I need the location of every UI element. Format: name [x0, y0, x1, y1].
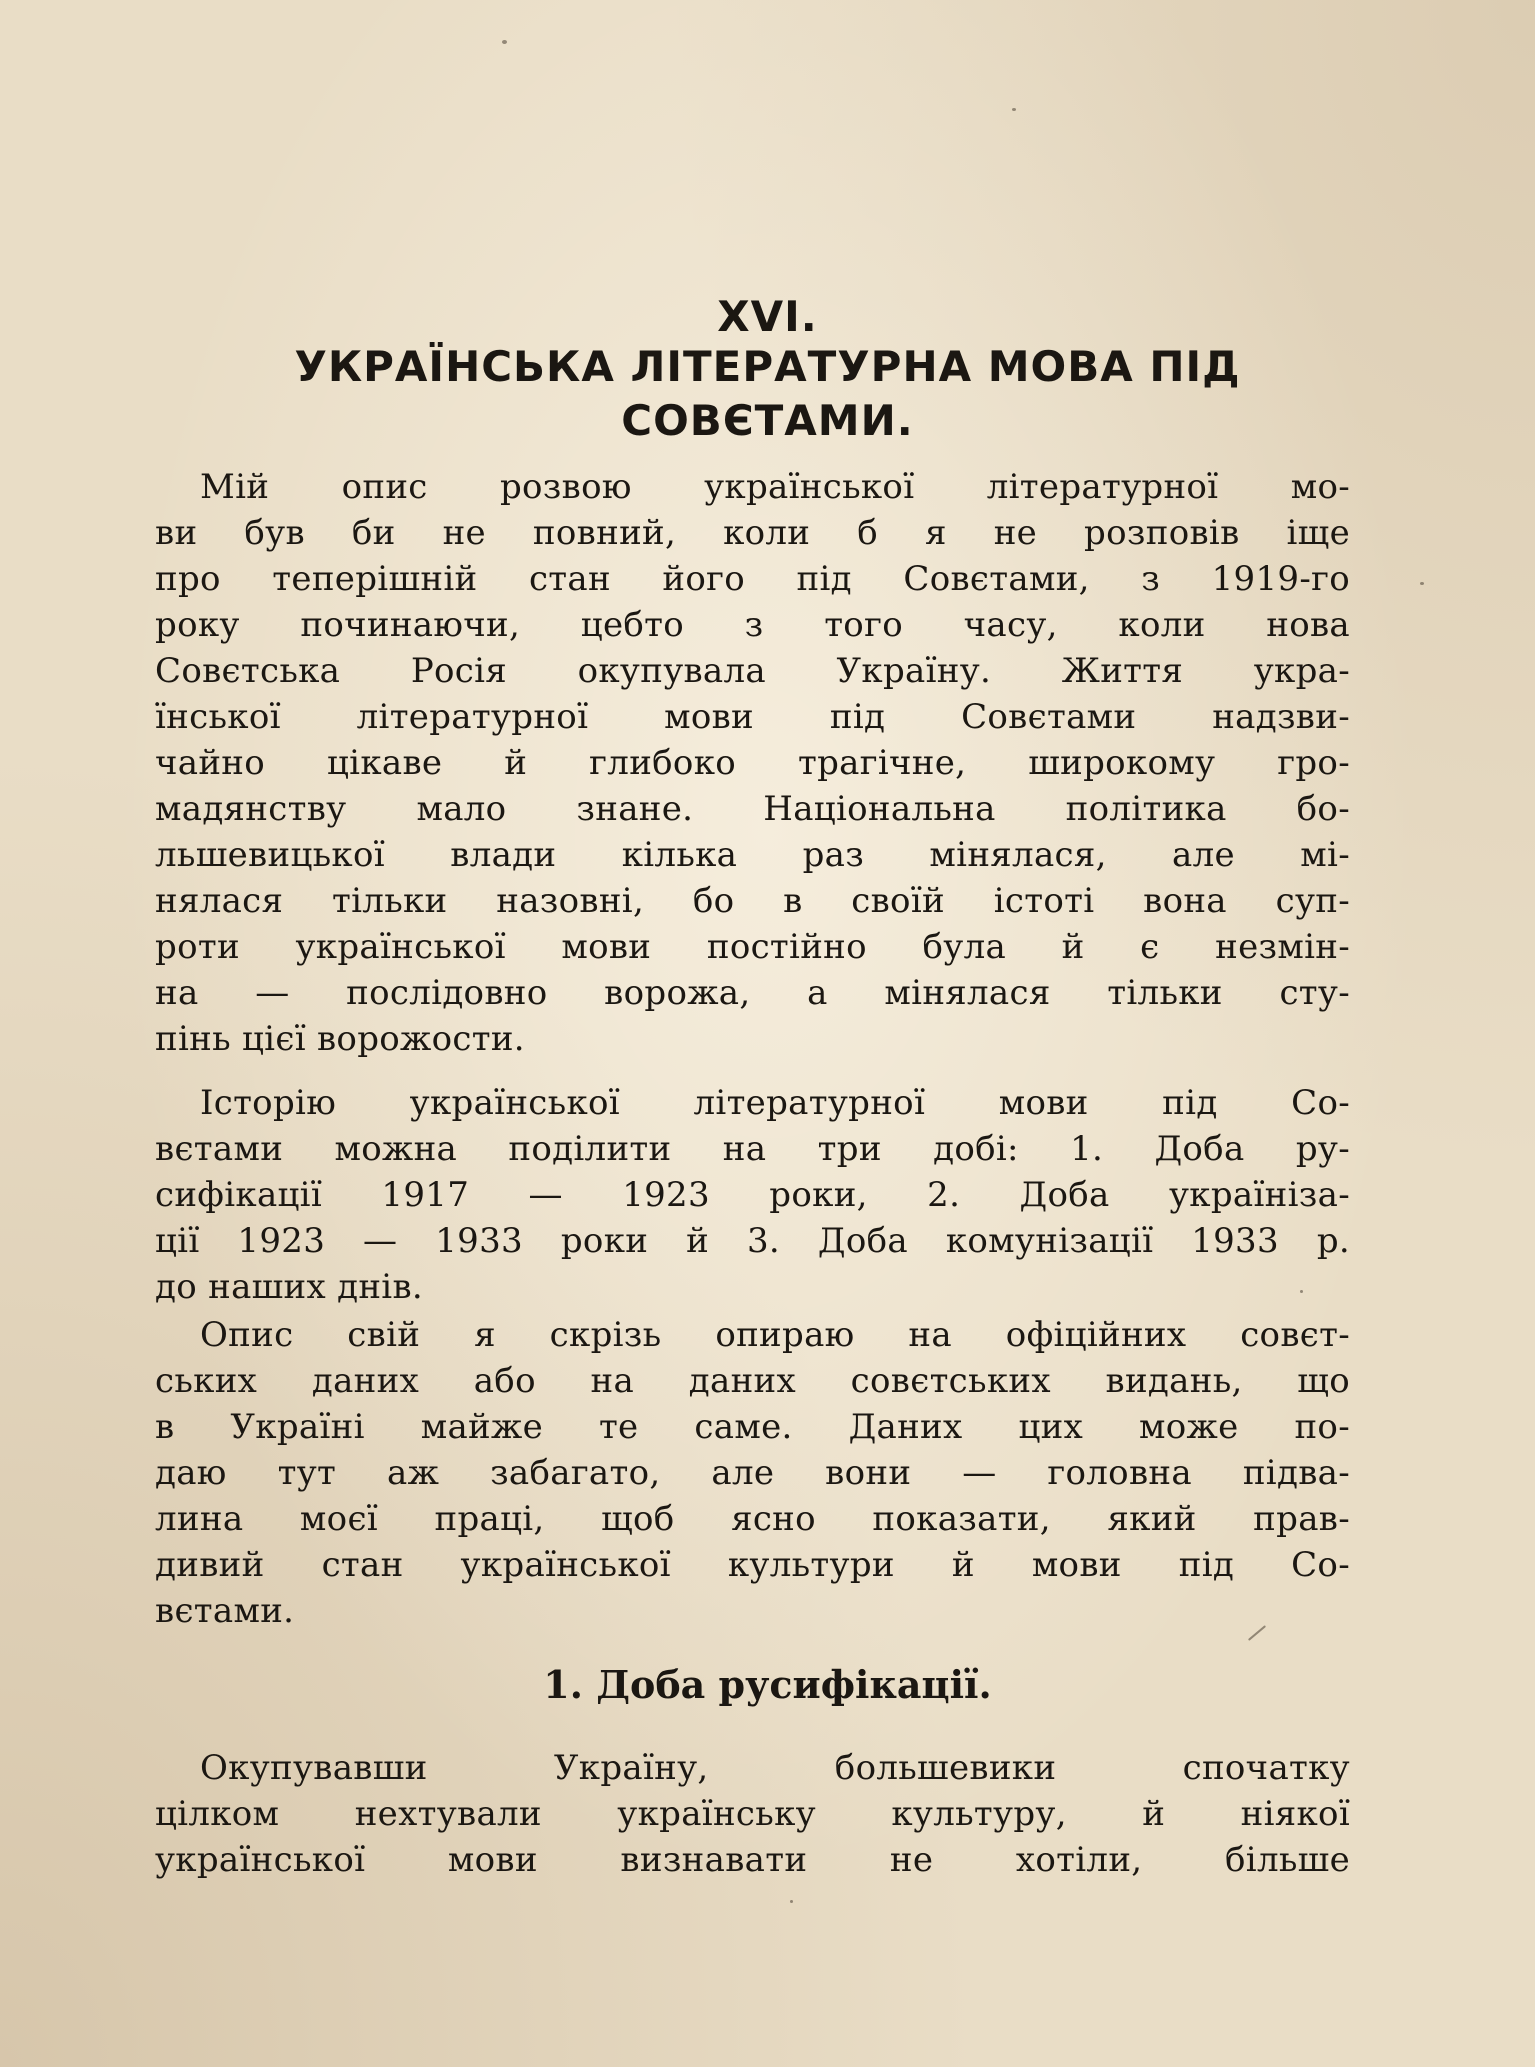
paragraph-4 — [155, 1745, 1350, 1883]
text-line: вєтами можна поділити на три добі: 1. Доба ру- — [155, 1129, 1350, 1169]
text-line: чайно цікаве й глибоко трагічне, широкому гро- — [155, 743, 1350, 783]
text-line: цілком нехтували українську культуру, й ніякої — [155, 1794, 1350, 1834]
text-line: Історію української літературної мови під Со- — [200, 1083, 1350, 1123]
text-line: про теперішній стан його під Совєтами, з 1919-го — [155, 559, 1350, 599]
paragraph-1 — [155, 464, 1350, 1062]
text-line: Мій опис розвою української літературної мо- — [200, 467, 1350, 507]
text-line: їнської літературної мови під Совєтами надзви- — [155, 697, 1350, 737]
paragraph-3 — [155, 1312, 1350, 1634]
text-line: даю тут аж забагато, але вони — головна підва- — [155, 1453, 1350, 1493]
paper-speck — [790, 1900, 793, 1903]
chapter-title-line: СОВЄТАМИ. — [621, 396, 914, 445]
text-line: Совєтська Росія окупувала Україну. Життя укра- — [155, 651, 1350, 691]
text-line: роти української мови постійно була й є незмін- — [155, 927, 1350, 967]
text-line: до наших днів. — [155, 1267, 424, 1307]
text-line: Окупувавши Україну, большевики спочатку — [200, 1748, 1350, 1788]
paragraph-2 — [155, 1080, 1350, 1310]
chapter-number: XVI. — [717, 292, 818, 341]
text-line: української мови визнавати не хотіли, більше — [155, 1840, 1350, 1880]
text-line: в Україні майже те саме. Даних цих може по- — [155, 1407, 1350, 1447]
text-line: лина моєї праці, щоб ясно показати, який прав- — [155, 1499, 1350, 1539]
text-line: Опис свій я скрізь опираю на офіційних совєт- — [200, 1315, 1350, 1355]
text-line: дивий стан української культури й мови під Со- — [155, 1545, 1350, 1585]
text-line: ських даних або на даних совєтських видань, що — [155, 1361, 1350, 1401]
section-heading: 1. Доба русифікації. — [543, 1662, 992, 1707]
chapter-title-line: УКРАЇНСЬКА ЛІТЕРАТУРНА МОВА ПІД — [294, 342, 1241, 391]
text-line: на — послідовно ворожа, а мінялася тільки сту- — [155, 973, 1350, 1013]
text-line: ції 1923 — 1933 роки й 3. Доба комунізації 1933 р. — [155, 1221, 1350, 1261]
text-line: пінь цієї ворожости. — [155, 1019, 525, 1059]
text-line: мадянству мало знане. Національна політика бо- — [155, 789, 1350, 829]
paper-speck — [1012, 108, 1016, 111]
text-line: нялася тільки назовні, бо в своїй істоті вона суп- — [155, 881, 1350, 921]
text-line: сифікації 1917 — 1923 роки, 2. Доба українізa- — [155, 1175, 1350, 1215]
text-line: вєтами. — [155, 1591, 295, 1631]
text-line: року починаючи, цебто з того часу, коли нова — [155, 605, 1350, 645]
text-line: ви був би не повний, коли б я не розповів іще — [155, 513, 1350, 553]
paper-speck — [502, 40, 507, 44]
text-line: льшевицької влади кілька раз мінялася, але мі- — [155, 835, 1350, 875]
chapter-title — [150, 340, 1385, 448]
paper-speck — [1420, 582, 1424, 585]
